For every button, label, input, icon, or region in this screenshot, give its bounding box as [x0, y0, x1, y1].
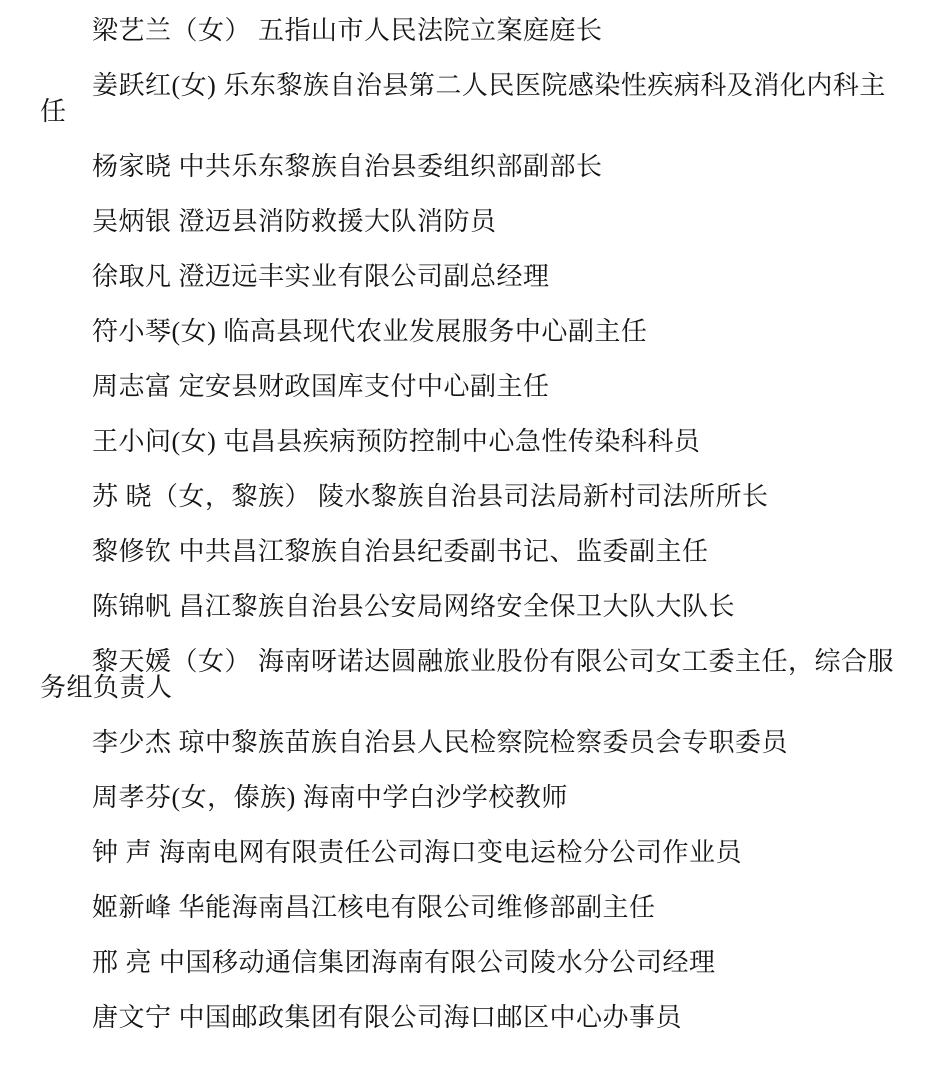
list-item: 钟 声 海南电网有限责任公司海口变电运检分公司作业员: [92, 838, 743, 867]
list-item: 周孝芬(女，傣族) 海南中学白沙学校教师: [92, 783, 568, 812]
list-item: 符小琴(女) 临高县现代农业发展服务中心副主任: [92, 317, 648, 346]
list-item: 苏 晓（女，黎族） 陵水黎族自治县司法局新村司法所所长: [92, 482, 769, 511]
list-item: 姬新峰 华能海南昌江核电有限公司维修部副主任: [92, 893, 656, 922]
list-item: 杨家晓 中共乐东黎族自治县委组织部副部长: [92, 152, 603, 181]
list-item: 周志富 定安县财政国库支付中心副主任: [92, 372, 550, 401]
list-item: 徐取凡 澄迈远丰实业有限公司副总经理: [92, 262, 550, 291]
list-item: 姜跃红(女) 乐东黎族自治县第二人民医院感染性疾病科及消化内科主任: [40, 71, 886, 126]
list-item: 吴炳银 澄迈县消防救援大队消防员: [92, 207, 497, 236]
list-item: 邢 亮 中国移动通信集团海南有限公司陵水分公司经理: [92, 948, 716, 977]
list-item: 黎天媛（女） 海南呀诺达圆融旅业股份有限公司女工委主任，综合服务组负责人: [40, 647, 895, 702]
list-item: 梁艺兰（女） 五指山市人民法院立案庭庭长: [92, 16, 603, 45]
list-item: 陈锦帆 昌江黎族自治县公安局网络安全保卫大队大队长: [92, 592, 736, 621]
list-item: 王小问(女) 屯昌县疾病预防控制中心急性传染科科员: [92, 427, 701, 456]
list-item: 李少杰 琼中黎族苗族自治县人民检察院检察委员会专职委员: [92, 728, 789, 757]
list-item: 黎修钦 中共昌江黎族自治县纪委副书记、监委副主任: [92, 537, 709, 566]
list-item: 唐文宁 中国邮政集团有限公司海口邮区中心办事员: [92, 1003, 683, 1032]
